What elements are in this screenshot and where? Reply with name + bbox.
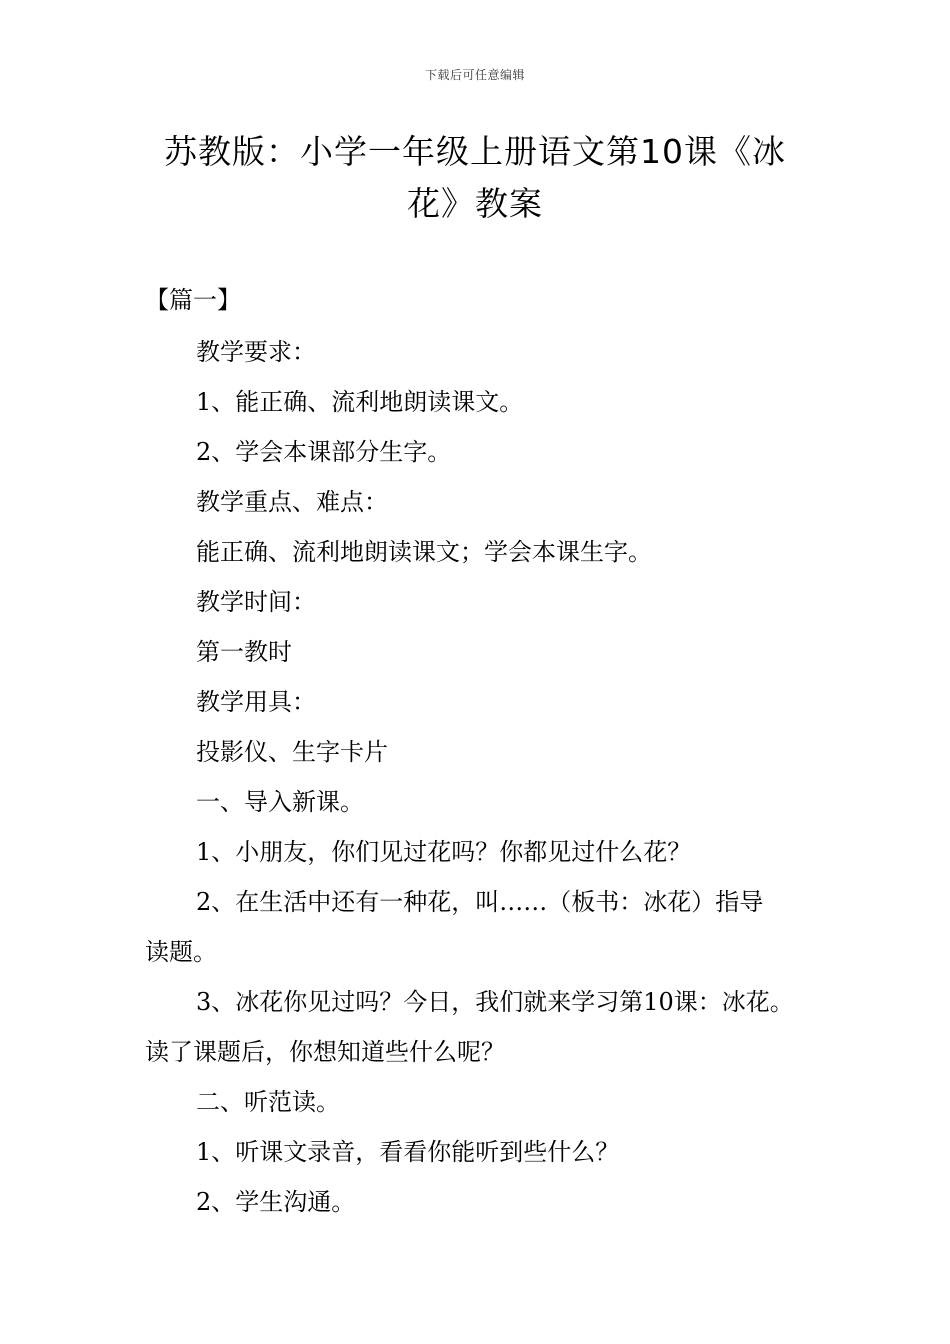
paragraph-line: 3、冰花你见过吗？今日，我们就来学习第10课：冰花。 (196, 988, 794, 1016)
paragraph: 第一教时 (196, 638, 292, 666)
paragraph: 2、学生沟通。 (196, 1188, 356, 1216)
title-line-1: 苏教版：小学一年级上册语文第10课《冰 (164, 132, 786, 171)
paragraph: 教学用具： (196, 688, 316, 716)
paragraph: 教学时间： (196, 588, 316, 616)
paragraph: 1、小朋友，你们见过花吗？你都见过什么花？ (196, 838, 692, 866)
paragraph-multiline (145, 977, 825, 1077)
paragraph: 一、导入新课。 (196, 788, 364, 816)
paragraph: 教学重点、难点： (196, 488, 388, 516)
paragraph-line: 2、在生活中还有一种花，叫……（板书：冰花）指导 (196, 888, 764, 916)
paragraph-multiline (145, 877, 825, 977)
paragraph-line: 读了课题后，你想知道些什么呢？ (145, 1038, 505, 1066)
section-label: 【篇一】 (145, 286, 241, 314)
paragraph: 1、听课文录音，看看你能听到些什么？ (196, 1138, 620, 1166)
paragraph: 二、听范读。 (196, 1088, 340, 1116)
paragraph-line: 读题。 (145, 938, 217, 966)
document-body (145, 327, 825, 1227)
header-note: 下载后可任意编辑 (424, 68, 525, 82)
paragraph: 1、能正确、流利地朗读课文。 (196, 388, 524, 416)
paragraph: 教学要求： (196, 338, 316, 366)
paragraph: 能正确、流利地朗读课文；学会本课生字。 (196, 538, 652, 566)
document-title (120, 126, 830, 230)
title-line-2: 花》教案 (407, 184, 543, 223)
paragraph: 2、学会本课部分生字。 (196, 438, 452, 466)
paragraph: 投影仪、生字卡片 (196, 738, 388, 766)
